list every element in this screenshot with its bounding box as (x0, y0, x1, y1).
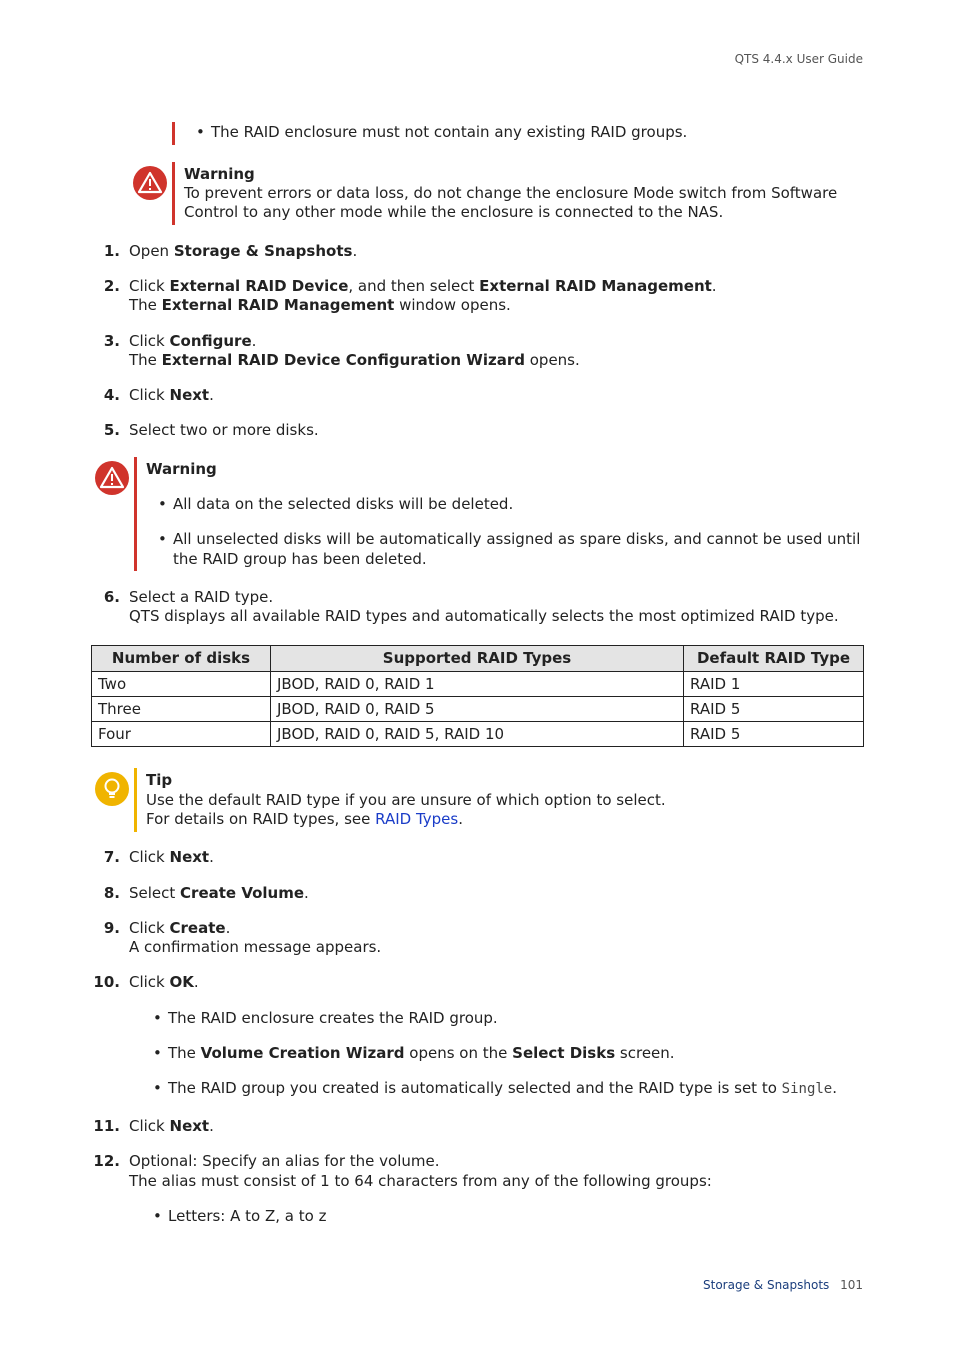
step-4-text (129, 386, 214, 405)
step-text: . (209, 1117, 214, 1135)
warning-bullet: • All unselected disks will be automatically assigned as spare disks, and cannot be used until (173, 530, 860, 549)
step-number: 3. (103, 332, 120, 350)
step-text: opens. (524, 351, 580, 369)
step-3-result (129, 351, 580, 370)
table-header: Default RAID Type (684, 646, 864, 672)
step-12-bullet: • Letters: A to Z, a to z (168, 1207, 326, 1226)
table-cell: RAID 5 (684, 697, 864, 722)
step-8-text (129, 884, 309, 903)
step-2-text (129, 277, 717, 296)
step-text: Select (129, 884, 181, 902)
step-text: Click (129, 919, 170, 937)
table-cell: JBOD, RAID 0, RAID 1 (271, 672, 684, 697)
table-header-row (92, 646, 864, 672)
warning-title: Warning (184, 165, 255, 183)
warning-text-line1: To prevent errors or data loss, do not change the enclosure Mode switch from Software (184, 184, 838, 202)
step-text: . (711, 277, 717, 295)
tip-title: Tip (146, 771, 173, 789)
step-2-result (129, 296, 511, 315)
step-10-bullet (168, 1044, 675, 1063)
step-number: 6. (103, 588, 120, 606)
step-number: 5. (103, 421, 120, 439)
ui-label: External RAID Management (479, 277, 712, 295)
ui-label: External RAID Device Configuration Wizard (161, 351, 525, 369)
step-text: . (209, 386, 214, 404)
warning-bullet: • All data on the selected disks will be deleted. (173, 495, 513, 514)
step-number: 4. (103, 386, 120, 404)
warning-bar (172, 162, 175, 225)
ui-label: Create Volume (180, 884, 305, 902)
running-header: QTS 4.4.x User Guide (734, 52, 863, 66)
step-text: The (129, 351, 162, 369)
note-bar (172, 122, 175, 145)
step-text: Open (129, 242, 174, 260)
step-3-text (129, 332, 256, 351)
bullet-text: opens on the (404, 1044, 513, 1062)
step-11-text (129, 1117, 214, 1136)
step-text: Click (129, 973, 170, 991)
warning-icon (133, 166, 167, 200)
footer-section: Storage & Snapshots (703, 1278, 830, 1292)
ui-label: Create (169, 919, 226, 937)
step-10-bullet: • The RAID enclosure creates the RAID group. (168, 1009, 498, 1028)
step-text: . (209, 848, 214, 866)
warning-bar (134, 457, 137, 571)
bullet-text: screen. (615, 1044, 675, 1062)
step-9-text (129, 919, 230, 938)
bullet-text: The RAID group you created is automatically selected and the RAID type is set to (168, 1079, 782, 1097)
step-text: . (225, 919, 231, 937)
ui-label: Next (169, 848, 210, 866)
step-1-text (129, 242, 357, 261)
ui-label: Storage & Snapshots (173, 242, 353, 260)
table-cell: JBOD, RAID 0, RAID 5 (271, 697, 684, 722)
raid-types-link[interactable]: RAID Types (375, 810, 459, 828)
step-12-detail: The alias must consist of 1 to 64 characters from any of the following groups: (129, 1172, 712, 1190)
page-number: 101 (840, 1278, 863, 1292)
tip-text: . (458, 810, 463, 828)
ui-label: Next (169, 1117, 210, 1135)
table-cell: Two (92, 672, 271, 697)
bullet-text: . (832, 1079, 838, 1097)
warning-title: Warning (146, 460, 217, 478)
step-10-bullet (168, 1079, 837, 1099)
bullet-text: The (168, 1044, 201, 1062)
warning-icon (95, 461, 129, 495)
tip-text-line2 (146, 810, 463, 829)
table-row (92, 672, 864, 697)
raid-types-table (91, 645, 864, 747)
step-text: The (129, 296, 162, 314)
step-text: . (251, 332, 257, 350)
step-text: Click (129, 386, 170, 404)
step-6-text: Select a RAID type. (129, 588, 274, 606)
step-text: . (304, 884, 309, 902)
step-text: . (193, 973, 199, 991)
step-text: Click (129, 332, 170, 350)
step-9-result: A confirmation message appears. (129, 938, 382, 956)
tip-bar (134, 768, 137, 832)
step-5-text: Select two or more disks. (129, 421, 319, 439)
table-row (92, 722, 864, 747)
warning-bullet-cont: the RAID group has been deleted. (173, 550, 427, 568)
step-text: , and then select (348, 277, 480, 295)
page-footer (703, 1275, 863, 1295)
ui-label: External RAID Management (161, 296, 395, 314)
lightbulb-icon (95, 772, 129, 806)
table-cell: Four (92, 722, 271, 747)
table-cell: JBOD, RAID 0, RAID 5, RAID 10 (271, 722, 684, 747)
ui-label: Configure (169, 332, 252, 350)
step-10-text (129, 973, 199, 992)
step-6-detail: QTS displays all available RAID types and automatically selects the most optimized RAID type. (129, 607, 839, 625)
ui-label: OK (169, 973, 194, 991)
code-value: Single (781, 1081, 833, 1097)
step-number: 10. (93, 973, 120, 991)
table-cell: RAID 5 (684, 722, 864, 747)
step-number: 1. (103, 242, 120, 260)
ui-label: Select Disks (512, 1044, 616, 1062)
tip-text-line1: Use the default RAID type if you are unsure of which option to select. (146, 791, 666, 809)
step-text: window opens. (394, 296, 511, 314)
step-number: 7. (103, 848, 120, 866)
ui-label: Next (169, 386, 210, 404)
step-7-text (129, 848, 214, 867)
top-note-bullet: • The RAID enclosure must not contain any existing RAID groups. (211, 123, 687, 142)
warning-text-line2: Control to any other mode while the enclosure is connected to the NAS. (184, 203, 724, 221)
table-cell: Three (92, 697, 271, 722)
table-row (92, 697, 864, 722)
step-text: Click (129, 848, 170, 866)
table-header: Number of disks (92, 646, 271, 672)
step-number: 8. (103, 884, 120, 902)
ui-label: External RAID Device (169, 277, 349, 295)
step-number: 9. (103, 919, 120, 937)
step-number: 12. (93, 1152, 120, 1170)
step-text: Click (129, 1117, 170, 1135)
ui-label: Volume Creation Wizard (200, 1044, 405, 1062)
tip-text: For details on RAID types, see (146, 810, 376, 828)
step-text: . (352, 242, 358, 260)
step-number: 11. (93, 1117, 120, 1135)
step-12-text: Optional: Specify an alias for the volume. (129, 1152, 440, 1170)
table-cell: RAID 1 (684, 672, 864, 697)
step-number: 2. (103, 277, 120, 295)
table-header: Supported RAID Types (271, 646, 684, 672)
step-text: Click (129, 277, 170, 295)
